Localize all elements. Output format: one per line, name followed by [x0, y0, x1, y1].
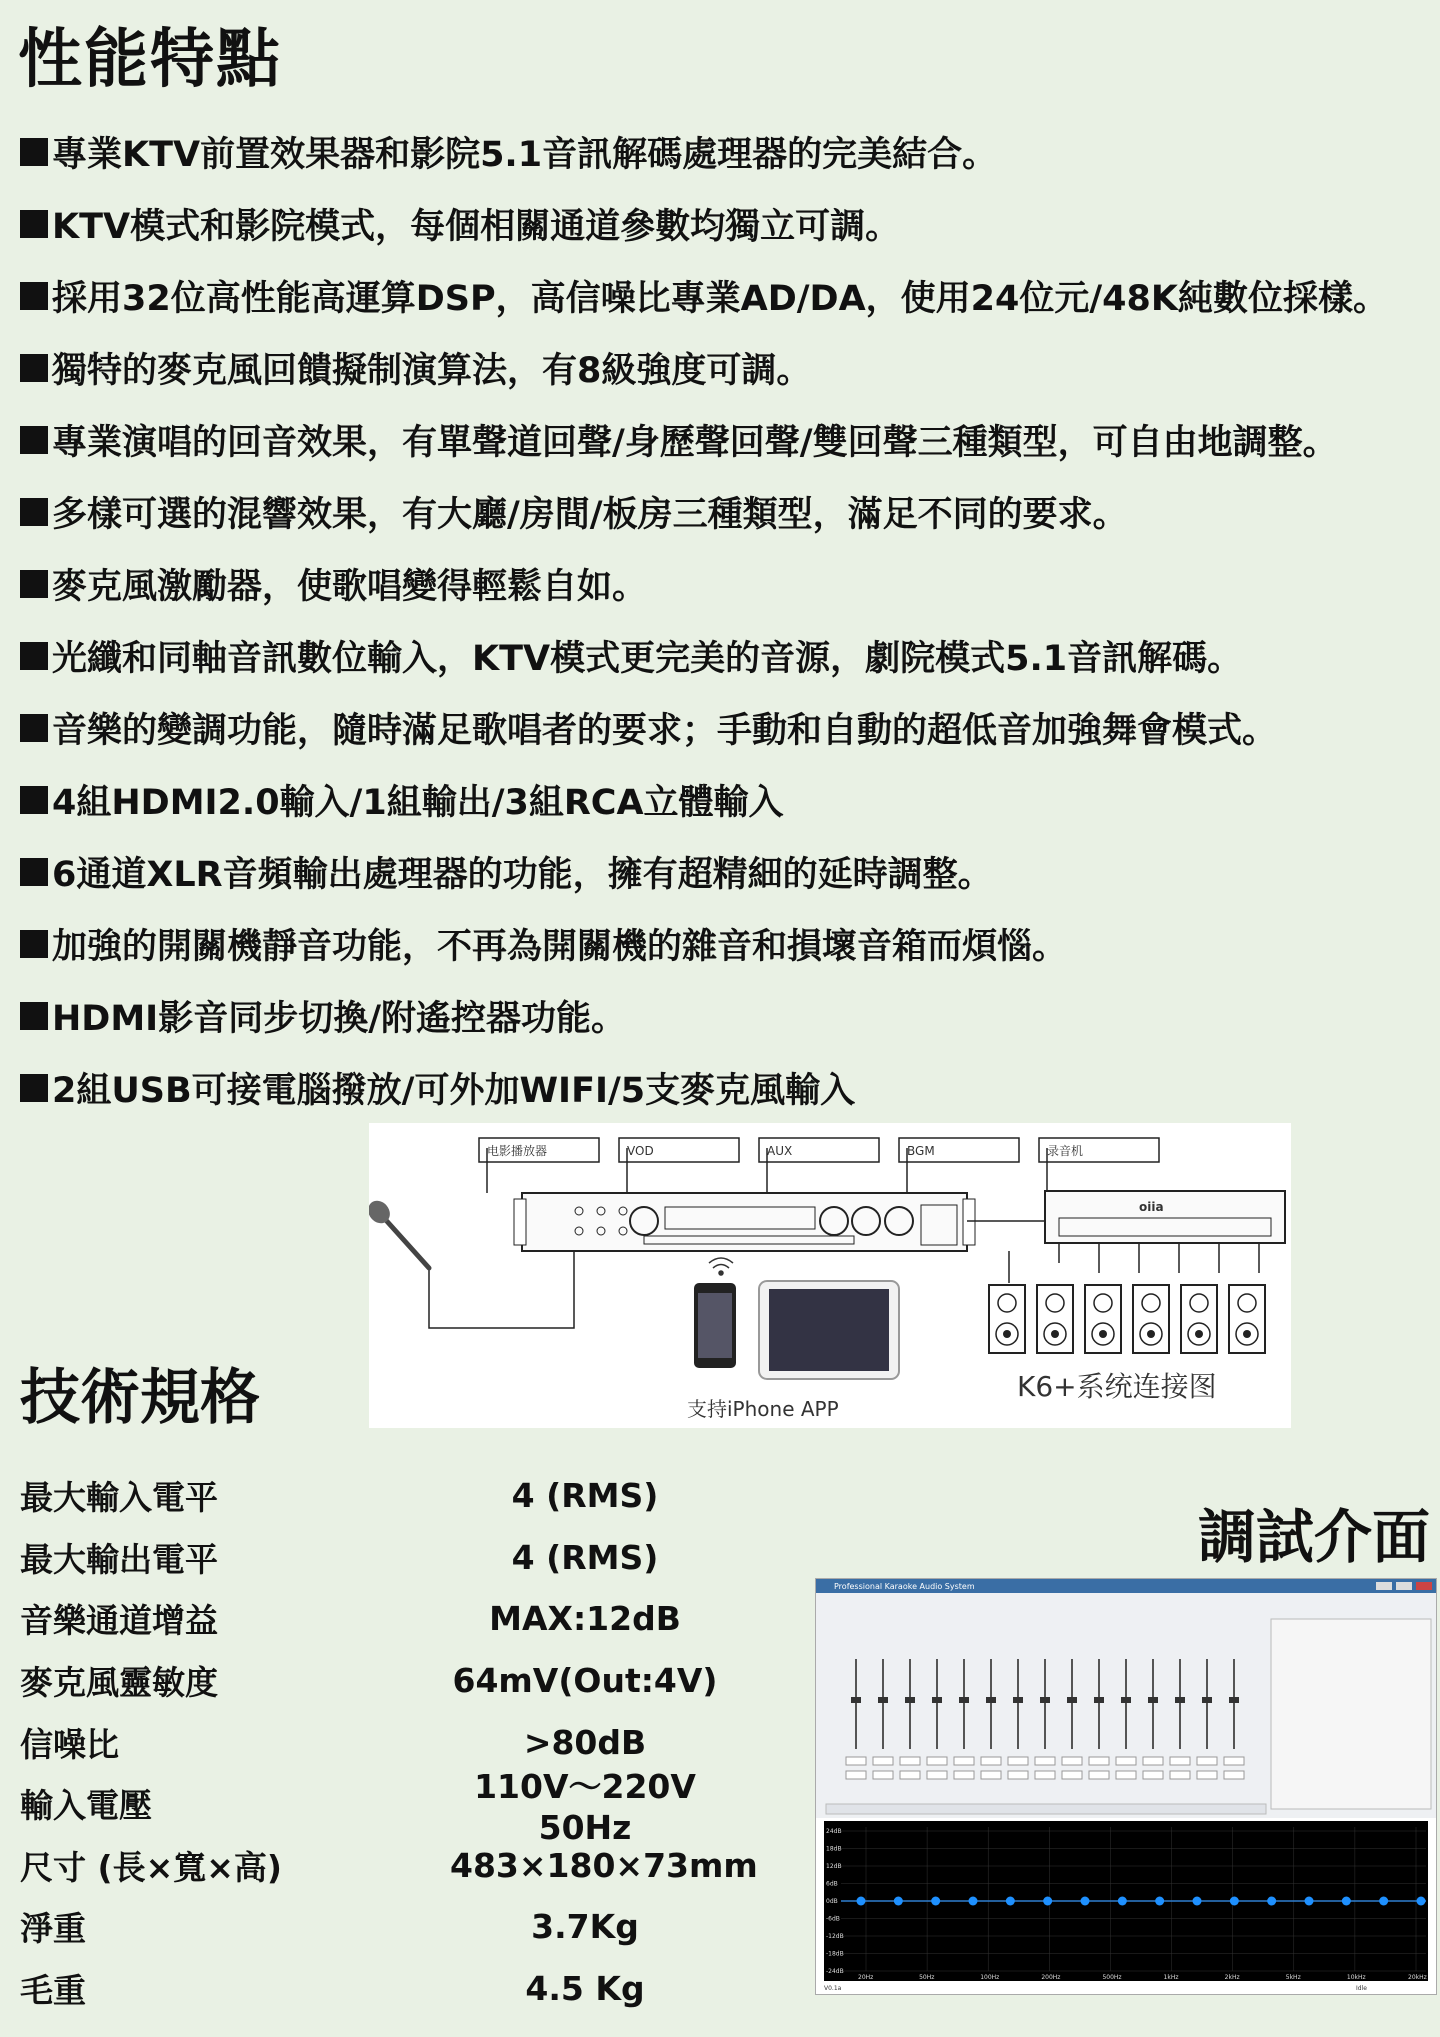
feature-text: KTV模式和影院模式，每個相關通道參數均獨立可調。 — [52, 207, 901, 247]
spec-label: 輸入電壓 — [20, 1786, 152, 1826]
bullet-square-icon — [20, 642, 48, 670]
spec-value: 110V～220V 50Hz — [474, 1766, 696, 1847]
app-label: 支持iPhone APP — [687, 1397, 839, 1421]
source-label: BGM — [907, 1144, 935, 1158]
footer-right: Idle — [1356, 1985, 1367, 1992]
spec-row — [20, 1465, 720, 1527]
spec-row — [20, 1588, 720, 1650]
feature-text: HDMI影音同步切換/附遙控器功能。 — [52, 999, 626, 1039]
feature-item — [20, 260, 1430, 332]
tablet-app — [759, 1281, 899, 1379]
speaker-icon — [1181, 1285, 1217, 1353]
feature-text: 麥克風激勵器，使歌唱變得輕鬆自如。 — [52, 567, 648, 607]
spec-value: MAX:12dB — [489, 1599, 681, 1639]
feature-list — [20, 116, 1430, 1124]
feature-text: 音樂的變調功能，隨時滿足歌唱者的要求；手動和自動的超低音加強舞會模式。 — [52, 711, 1278, 751]
eq-point[interactable] — [1193, 1897, 1202, 1906]
spec-label: 淨重 — [20, 1909, 86, 1949]
speaker-icon — [1229, 1285, 1265, 1353]
feature-text: 採用32位高性能高運算DSP，高信噪比專業AD/DA，使用24位元/48K純數位採樣。 — [52, 279, 1389, 319]
feature-item — [20, 188, 1430, 260]
bullet-square-icon — [20, 138, 48, 166]
spec-label: 毛重 — [20, 1971, 86, 2011]
window-title: Professional Karaoke Audio System — [834, 1582, 975, 1591]
feature-item — [20, 764, 1430, 836]
spec-row — [20, 1896, 720, 1958]
db-axis-label: 18dB — [826, 1845, 842, 1853]
source-label: VOD — [627, 1144, 654, 1158]
bullet-square-icon — [20, 930, 48, 958]
feature-text: 6通道XLR音頻輸出處理器的功能，擁有超精細的延時調整。 — [52, 855, 993, 895]
specs-title: 技術規格 — [20, 1363, 260, 1433]
freq-axis-label: 10kHz — [1346, 1974, 1366, 1981]
eq-point[interactable] — [1230, 1897, 1239, 1906]
spec-value: 4 (RMS) — [511, 1537, 659, 1577]
db-axis-label: 12dB — [826, 1863, 842, 1870]
spec-table — [20, 1465, 758, 2019]
spec-row — [20, 1650, 720, 1712]
eq-point[interactable] — [969, 1897, 978, 1906]
freq-axis-label: 50Hz — [919, 1974, 935, 1981]
amp-brand: oiia — [1139, 1200, 1164, 1214]
feature-text: 2組USB可接電腦撥放/可外加WIFI/5支麥克風輸入 — [52, 1071, 856, 1111]
bullet-square-icon — [20, 282, 48, 310]
eq-point[interactable] — [1417, 1897, 1426, 1906]
spec-label: 音樂通道增益 — [20, 1601, 218, 1641]
speaker-icon — [1085, 1285, 1121, 1353]
feature-text: 4組HDMI2.0輸入/1組輸出/3組RCA立體輸入 — [52, 783, 784, 823]
spec-label: 尺寸 (長×寬×高) — [20, 1847, 282, 1887]
debug-screenshot — [815, 1578, 1437, 1995]
feature-item — [20, 692, 1430, 764]
feature-text: 獨特的麥克風回饋擬制演算法，有8級強度可調。 — [52, 351, 812, 391]
spec-value: 4 (RMS) — [511, 1476, 659, 1516]
bullet-square-icon — [20, 354, 48, 382]
spec-value: 3.7Kg — [531, 1907, 639, 1947]
diagram-caption: K6+系统连接图 — [1017, 1370, 1217, 1403]
speaker-group — [989, 1285, 1265, 1353]
feature-text: 多樣可選的混響效果，有大廳/房間/板房三種類型，滿足不同的要求。 — [52, 495, 1128, 535]
spec-label: 麥克風靈敏度 — [20, 1663, 218, 1703]
bullet-square-icon — [20, 714, 48, 742]
feature-item — [20, 908, 1430, 980]
spec-value: 483×180×73mm — [450, 1845, 758, 1885]
spec-value: 4.5 Kg — [525, 1969, 645, 2009]
spec-label: 最大輸出電平 — [20, 1539, 218, 1579]
eq-point[interactable] — [1305, 1897, 1314, 1906]
bullet-square-icon — [20, 858, 48, 886]
spec-label: 最大輸入電平 — [20, 1478, 218, 1518]
source-label: 录音机 — [1047, 1144, 1084, 1158]
freq-axis-label: 100Hz — [980, 1974, 1000, 1981]
db-axis-label: 0dB — [826, 1898, 838, 1905]
spec-row — [20, 1527, 720, 1589]
freq-axis-label: 1kHz — [1163, 1974, 1179, 1981]
eq-point[interactable] — [1006, 1897, 1015, 1906]
freq-axis-label: 500Hz — [1102, 1974, 1122, 1981]
debug-title: 調試介面 — [1198, 1503, 1431, 1571]
processor-unit — [514, 1193, 975, 1251]
footer-left: V0.1a — [824, 1985, 842, 1992]
eq-point[interactable] — [1342, 1897, 1351, 1906]
feature-item — [20, 836, 1430, 908]
speaker-icon — [989, 1285, 1025, 1353]
spec-row — [20, 1958, 720, 2020]
phone-app — [694, 1283, 736, 1368]
connection-diagram-svg — [369, 1123, 1291, 1428]
eq-point[interactable] — [1267, 1897, 1276, 1906]
feature-item — [20, 1052, 1430, 1124]
connection-diagram — [369, 1123, 1291, 1428]
feature-text: 專業演唱的回音效果，有單聲道回聲/身歷聲回聲/雙回聲三種類型，可自由地調整。 — [52, 423, 1338, 463]
eq-point[interactable] — [1155, 1897, 1164, 1906]
db-axis-label: -6dB — [826, 1915, 840, 1923]
freq-axis-label: 5kHz — [1285, 1974, 1301, 1981]
freq-axis-label: 20Hz — [858, 1974, 874, 1981]
spec-value: >80dB — [523, 1722, 647, 1762]
freq-axis-label: 200Hz — [1041, 1974, 1061, 1981]
freq-axis-label: 20kHz — [1408, 1974, 1427, 1981]
microphone — [369, 1196, 429, 1268]
spec-value: 64mV(Out:4V) — [452, 1661, 718, 1701]
eq-point[interactable] — [931, 1897, 940, 1906]
db-axis-label: 6dB — [826, 1880, 838, 1888]
spec-row — [20, 1766, 720, 1847]
db-axis-label: 24dB — [826, 1828, 842, 1835]
bullet-square-icon — [20, 570, 48, 598]
feature-item — [20, 476, 1430, 548]
page-title: 性能特點 — [18, 23, 282, 97]
feature-text: 加強的開關機靜音功能，不再為開關機的雜音和損壞音箱而煩惱。 — [52, 927, 1068, 967]
eq-point[interactable] — [857, 1897, 866, 1906]
bullet-square-icon — [20, 498, 48, 526]
db-axis-label: -12dB — [826, 1933, 844, 1940]
feature-text: 專業KTV前置效果器和影院5.1音訊解碼處理器的完美結合。 — [52, 135, 998, 175]
db-axis-label: -18dB — [826, 1950, 844, 1958]
bullet-square-icon — [20, 1074, 48, 1102]
bullet-square-icon — [20, 1002, 48, 1030]
eq-point[interactable] — [1379, 1897, 1388, 1906]
eq-point[interactable] — [1118, 1897, 1127, 1906]
feature-item — [20, 548, 1430, 620]
feature-item — [20, 404, 1430, 476]
amplifier-unit — [1045, 1191, 1285, 1243]
speaker-icon — [1133, 1285, 1169, 1353]
feature-item — [20, 980, 1430, 1052]
speaker-icon — [1037, 1285, 1073, 1353]
db-axis-label: -24dB — [826, 1968, 844, 1975]
feature-item — [20, 116, 1430, 188]
bullet-square-icon — [20, 210, 48, 238]
eq-point[interactable] — [894, 1897, 903, 1906]
bullet-square-icon — [20, 786, 48, 814]
wifi-icon — [709, 1258, 733, 1275]
debug-screenshot-svg — [816, 1579, 1436, 1994]
bullet-square-icon — [20, 426, 48, 454]
feature-item — [20, 332, 1430, 404]
eq-point[interactable] — [1043, 1897, 1052, 1906]
eq-point[interactable] — [1081, 1897, 1090, 1906]
freq-axis-label: 2kHz — [1224, 1974, 1240, 1981]
source-label: 电影播放器 — [487, 1144, 548, 1158]
feature-item — [20, 620, 1430, 692]
source-label: AUX — [767, 1144, 793, 1158]
feature-text: 光纖和同軸音訊數位輸入，KTV模式更完美的音源，劇院模式5.1音訊解碼。 — [52, 639, 1243, 679]
spec-label: 信噪比 — [20, 1724, 119, 1764]
